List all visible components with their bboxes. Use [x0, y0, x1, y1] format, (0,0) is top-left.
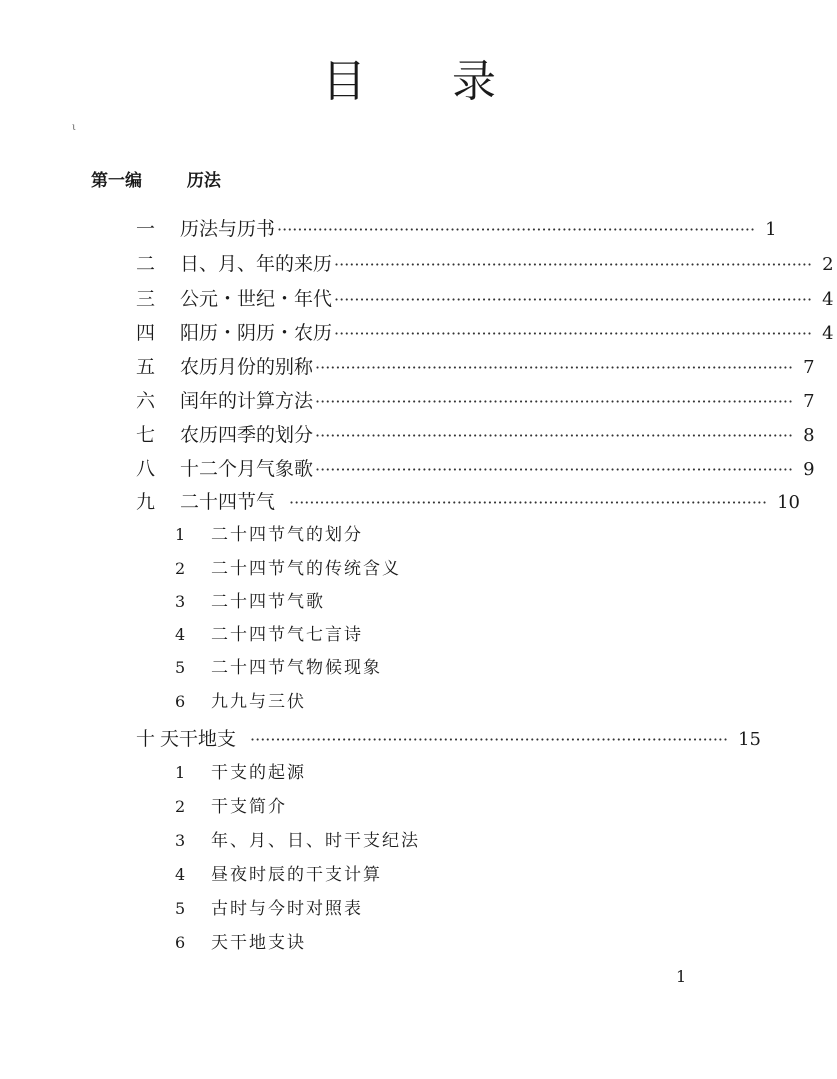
sub-entry-number: 2: [175, 559, 186, 578]
stray-mark: ι: [72, 122, 76, 133]
dot-leader: ······························································································: [250, 730, 729, 749]
part-label: 第一编: [91, 171, 142, 191]
dot-leader: ······························································································: [334, 324, 813, 343]
dot-leader: ······························································································: [289, 493, 768, 512]
sub-entry-number: 4: [175, 625, 186, 644]
sub-entry-number: 3: [175, 592, 186, 611]
toc-entry-9[interactable]: [0, 485, 837, 519]
toc-entry-10[interactable]: [0, 722, 837, 756]
entry-title: 日、月、年的来历: [180, 253, 333, 275]
title-char-1: 目: [322, 56, 366, 107]
toc-entry-7[interactable]: [0, 418, 837, 452]
toc-entry-6[interactable]: [0, 384, 837, 418]
sub-entry-title: 二十四节气七言诗: [211, 625, 363, 645]
entry-leader: [160, 722, 761, 757]
sub-entry-number: 1: [175, 525, 186, 544]
sub-entry-title: 二十四节气的传统含义: [211, 559, 401, 579]
entry-page: 7: [803, 357, 815, 378]
page-title: [0, 52, 837, 112]
dot-leader: ······························································································: [315, 358, 794, 377]
sub-entry-title: 二十四节气物候现象: [211, 658, 382, 678]
sub-entry-number: 6: [175, 933, 186, 952]
title-char-2: 录: [452, 56, 496, 107]
entry-page: 7: [803, 391, 815, 412]
entry-leader: [180, 350, 815, 385]
entry-number: 六: [136, 390, 156, 412]
sub-entry-title: 年、月、日、时干支纪法: [211, 831, 420, 851]
entry-leader: [180, 282, 834, 317]
entry-number: 七: [136, 424, 156, 446]
sub-entry-number: 4: [175, 865, 186, 884]
toc-entry-8[interactable]: [0, 452, 837, 486]
toc-entry-2[interactable]: [0, 247, 837, 281]
entry-page: 10: [777, 492, 800, 513]
sub-entry-number: 5: [175, 899, 186, 918]
entry-leader: [180, 384, 815, 419]
page-folio: 1: [676, 967, 687, 986]
sub-entry-title: 九九与三伏: [211, 692, 306, 712]
part-heading: [91, 166, 221, 196]
entry-page: 8: [803, 425, 815, 446]
entry-leader: [180, 418, 815, 453]
sub-entry-title: 古时与今时对照表: [211, 899, 363, 919]
entry-title: 闰年的计算方法: [180, 390, 314, 412]
entry-number: 二: [136, 253, 156, 275]
entry-leader: [180, 247, 834, 282]
toc-entry-1[interactable]: [0, 212, 837, 246]
toc-entry-5[interactable]: [0, 350, 837, 384]
dot-leader: ······························································································: [334, 255, 813, 274]
entry-page: 4: [822, 289, 834, 310]
entry-page: 2: [822, 254, 834, 275]
dot-leader: ······························································································: [277, 220, 756, 239]
entry-page: 15: [738, 729, 761, 750]
entry-leader: [180, 316, 834, 351]
entry-number: 四: [136, 322, 156, 344]
entry-title: 十二个月气象歌: [180, 458, 314, 480]
entry-page: 4: [822, 323, 834, 344]
entry-title: 农历月份的别称: [180, 356, 314, 378]
dot-leader: ······························································································: [334, 290, 813, 309]
entry-number: 三: [136, 288, 156, 310]
entry-number: 十: [136, 728, 156, 750]
dot-leader: ······························································································: [315, 426, 794, 445]
entry-title: 历法与历书: [180, 218, 276, 240]
sub-entry-title: 干支的起源: [211, 763, 306, 783]
entry-title: 天干地支: [160, 728, 237, 750]
part-name: 历法: [186, 171, 221, 191]
sub-entry-title: 天干地支诀: [211, 933, 306, 953]
sub-entry-title: 二十四节气歌: [211, 592, 325, 612]
entry-title: 二十四节气: [180, 491, 276, 513]
dot-leader: ······························································································: [315, 460, 794, 479]
entry-number: 一: [136, 218, 156, 240]
toc-entry-3[interactable]: [0, 282, 837, 316]
dot-leader: ······························································································: [315, 392, 794, 411]
entry-page: 9: [803, 459, 815, 480]
sub-entry-title: 干支简介: [211, 797, 287, 817]
sub-entry-title: 昼夜时辰的干支计算: [211, 865, 382, 885]
sub-entry-number: 2: [175, 797, 186, 816]
entry-page: 1: [765, 219, 777, 240]
sub-entry-number: 5: [175, 658, 186, 677]
entry-number: 八: [136, 458, 156, 480]
entry-leader: [180, 485, 800, 520]
entry-leader: [180, 452, 815, 487]
entry-number: 五: [136, 356, 156, 378]
entry-title: 阳历・阴历・农历: [180, 322, 333, 344]
sub-entry-number: 1: [175, 763, 186, 782]
sub-entry-title: 二十四节气的划分: [211, 525, 363, 545]
sub-entry-number: 6: [175, 692, 186, 711]
entry-title: 农历四季的划分: [180, 424, 314, 446]
sub-entry-number: 3: [175, 831, 186, 850]
entry-leader: [180, 212, 777, 247]
entry-title: 公元・世纪・年代: [180, 288, 333, 310]
entry-number: 九: [136, 491, 156, 513]
toc-entry-4[interactable]: [0, 316, 837, 350]
